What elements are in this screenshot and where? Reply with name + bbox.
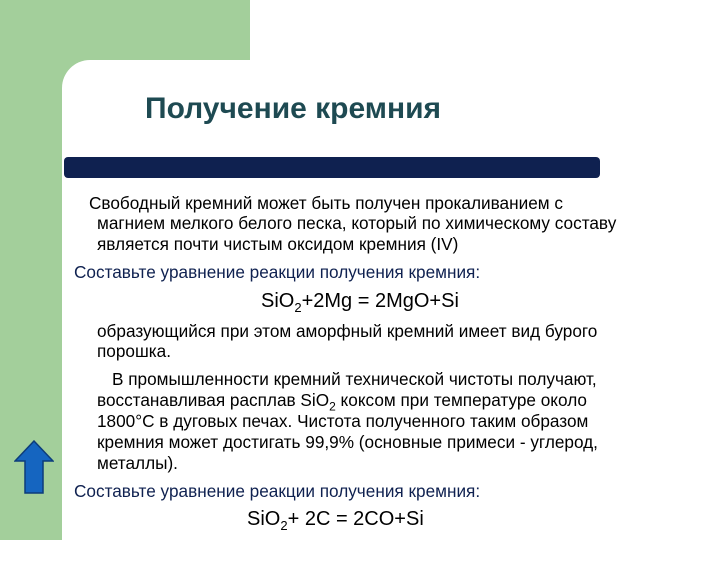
para3-line2-a: восстанавливая расплав SiO (97, 390, 330, 410)
task-prompt-2: Составьте уравнение реакции получения кремния: (74, 481, 481, 501)
para1-line1: Свободный кремний может быть получен прокаливанием с (89, 193, 563, 213)
para3-line4: кремния может достигать 99,9% (основные примеси - углерод, (97, 432, 598, 452)
para2-line2: порошка. (97, 341, 172, 361)
eq2-subscript: 2 (280, 518, 288, 533)
title-underline-bar (64, 157, 600, 178)
para3-subscript: 2 (329, 399, 336, 414)
eq1-part-b: +2Mg = 2MgO+Si (301, 290, 459, 312)
para1-line2: магнием мелкого белого песка, который по химическому составу (97, 213, 617, 233)
slide-title: Получение кремния (145, 92, 442, 125)
para1-line3: является почти чистым оксидом кремния (IV) (97, 234, 459, 254)
eq2-part-a: SiO (247, 508, 281, 530)
para2-line1: образующийся при этом аморфный кремний имеет вид бурого (97, 321, 598, 341)
eq2-part-b: + 2C = 2CO+Si (287, 508, 424, 530)
up-arrow-icon[interactable] (14, 440, 54, 494)
para3-line3: 1800°C в дуговых печах. Чистота полученного таким образом (97, 411, 589, 431)
equation-2 (247, 508, 424, 531)
eq1-part-a: SiO (261, 290, 295, 312)
equation-1 (261, 290, 459, 313)
eq1-subscript: 2 (294, 300, 302, 315)
para3-line1: В промышленности кремний технической чистоты получают, (112, 369, 597, 389)
para3-line2-b: коксом при температуре около (335, 390, 587, 410)
content-panel (62, 60, 720, 580)
para3-line5: металлы). (97, 453, 178, 473)
task-prompt-1: Составьте уравнение реакции получения кремния: (74, 262, 481, 282)
